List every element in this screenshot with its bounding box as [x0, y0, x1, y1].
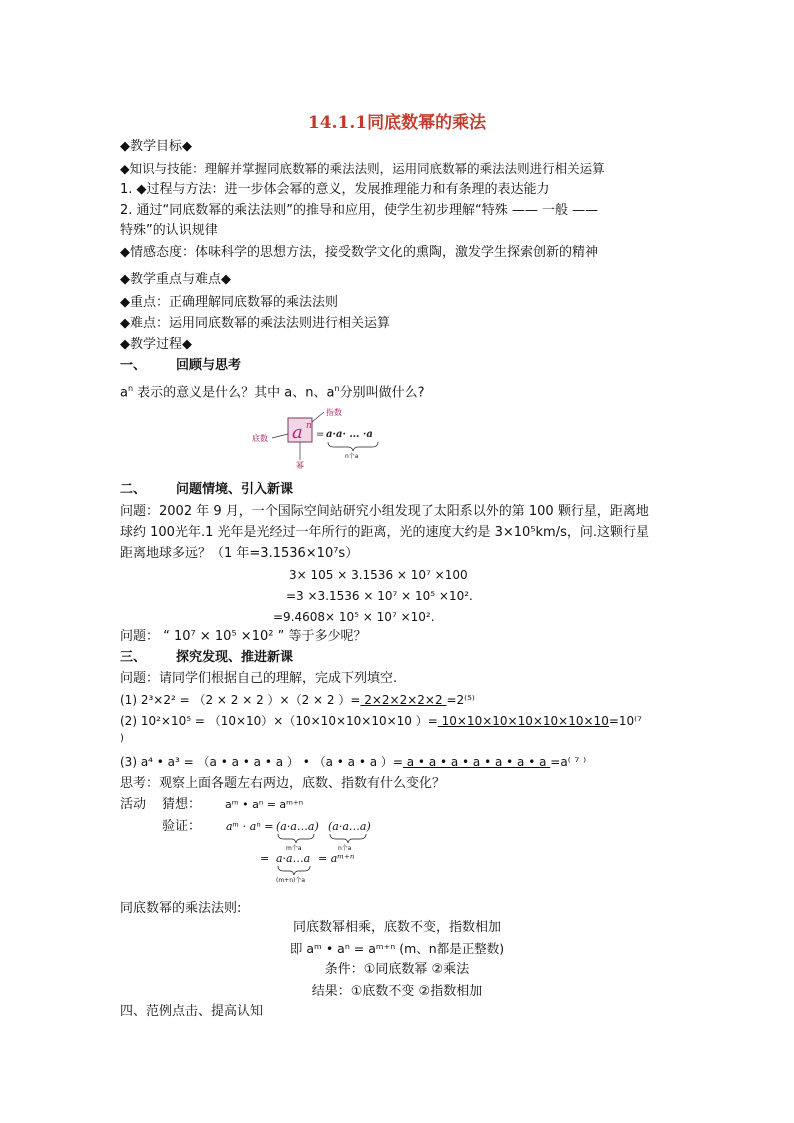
section2-title: 问题情境、引入新课	[176, 482, 294, 497]
power-label: 幂	[296, 461, 304, 470]
rule-result: 结果：①底数不变 ②指数相加	[311, 984, 483, 999]
rule-conditions: 条件：①同底数幂 ②乘法	[324, 962, 470, 977]
underbrace	[328, 442, 378, 451]
proof-group-n: (a·a…a)	[328, 820, 371, 833]
proof-lhs: aᵐ · aⁿ =	[226, 820, 274, 833]
verify-label: 验证：	[162, 819, 202, 834]
section2-problem-line2: 球约 100光年.1 光年是光经过一年所行的距离，光的速度大约是 3×10⁵km/s，问.这颗行星	[120, 525, 650, 540]
calc-step1: 3× 105 × 3.1536 × 10⁷ ×100	[289, 568, 468, 582]
keypoint-difficulty: ◆难点：运用同底数幂的乘法法则进行相关运算	[120, 316, 390, 331]
exercise-1: (1) 2³×2² = （2 × 2 × 2 ）×（2 × 2 ）= 2×2×2×2×2 =2⁽⁵⁾	[120, 693, 475, 707]
section3-intro: 问题：请同学们根据自己的理解，完成下列填空.	[120, 671, 398, 686]
exercise-2-close: )	[120, 733, 124, 744]
exponent-variable: n	[306, 421, 312, 431]
brace-label-m: m个a	[286, 845, 302, 852]
objective-emotion: ◆情感态度：体味科学的思想方法，接受数学文化的熏陶，激发学生探索创新的精神	[120, 245, 598, 260]
proof-result: = aᵐ⁺ⁿ	[318, 852, 355, 865]
exercise-3: (3) a⁴ • a³ = （a • a • a • a ） • （a • a • a ）= a • a • a • a • a • a • a =a⁽ ⁷ ⁾	[120, 755, 587, 769]
calc-step2: =3 ×3.1536 × 10⁷ × 10⁵ ×10².	[286, 589, 473, 603]
section4-heading: 四、范例点击、提高认知	[120, 1004, 264, 1019]
section1-number: 一、	[120, 358, 147, 373]
proof-eq2: =	[260, 852, 270, 865]
section2-question: 问题： “ 10⁷ × 10⁵ ×10² ” 等于多少呢？	[120, 629, 367, 644]
teaching-process-heading: ◆教学过程◆	[120, 337, 192, 352]
section1-title: 回顾与思考	[176, 358, 242, 373]
brace-label: n个a	[345, 453, 359, 460]
base-variable: a	[292, 422, 303, 443]
rule-heading: 同底数幂的乘法法则:	[120, 901, 242, 916]
rule-formula: 即 aᵐ • aⁿ = aᵐ⁺ⁿ (m、n都是正整数)	[289, 941, 505, 956]
objective-item2-cont: 特殊”的认识规律	[120, 223, 218, 238]
proof-group-m: (a·a…a)	[276, 820, 319, 833]
brace-label-mn: (m+n)个a	[276, 877, 306, 884]
section2-problem-line3: 距离地球多远？（1 年=3.1536×10⁷s）	[120, 546, 359, 561]
guess-label: 猜想：	[162, 797, 202, 812]
section3-title: 探究发现、推进新课	[176, 650, 294, 665]
page-title: 14.1.1同底数幂的乘法	[307, 113, 487, 133]
keypoint-focus: ◆重点：正确理解同底数幂的乘法法则	[120, 295, 338, 310]
section2-problem-line1: 问题：2002 年 9 月，一个国际空间站研究小组发现了太阳系以外的第 100 颗行星，距离地	[120, 504, 649, 519]
rule-statement: 同底数幂相乘，底数不变，指数相加	[292, 920, 501, 935]
objectives-heading: ◆教学目标◆	[120, 139, 192, 154]
equals-sign: =	[316, 429, 325, 440]
think-question: 思考：观察上面各题左右两边，底数、指数有什么变化？	[120, 776, 446, 791]
keypoints-heading: ◆教学重点与难点◆	[120, 272, 231, 287]
objective-process: 1. ◆过程与方法：进一步体会幂的意义，发展推理能力和有条理的表达能力	[120, 182, 550, 197]
exponent-label: 指数	[326, 408, 342, 417]
calc-step3: =9.4608× 10⁵ × 10⁷ ×10².	[273, 610, 435, 624]
product-expansion: a·a· … ·a	[326, 429, 373, 440]
brace-label-n: n个a	[338, 845, 352, 852]
proof-merged-group: a·a…a	[276, 852, 311, 865]
objective-knowledge: ◆知识与技能：理解并掌握同底数幂的乘法法则，运用同底数幂的乘法法则进行相关运算	[120, 161, 605, 176]
power-notation-diagram	[250, 404, 390, 472]
proof-derivation	[222, 816, 382, 886]
activity-label: 活动	[120, 797, 147, 812]
guess-equation: aᵐ • aⁿ = aᵐ⁺ⁿ	[225, 798, 304, 811]
base-label: 底数	[252, 434, 268, 443]
exercise-2: (2) 10²×10⁵ = （10×10）×（10×10×10×10×10 ）= 10×10×10×10×10×10×10=10⁽⁷	[120, 714, 642, 728]
section1-question: $a^n$ 表示的意义是什么？其中 a、n、$a^n$分别叫做什么?	[120, 384, 425, 401]
objective-item2: 2. 通过“同底数幂的乘法法则”的推导和应用，使学生初步理解“特殊 —— 一般 ——	[120, 203, 599, 218]
section3-number: 三、	[120, 650, 147, 665]
section2-number: 二、	[120, 482, 147, 497]
